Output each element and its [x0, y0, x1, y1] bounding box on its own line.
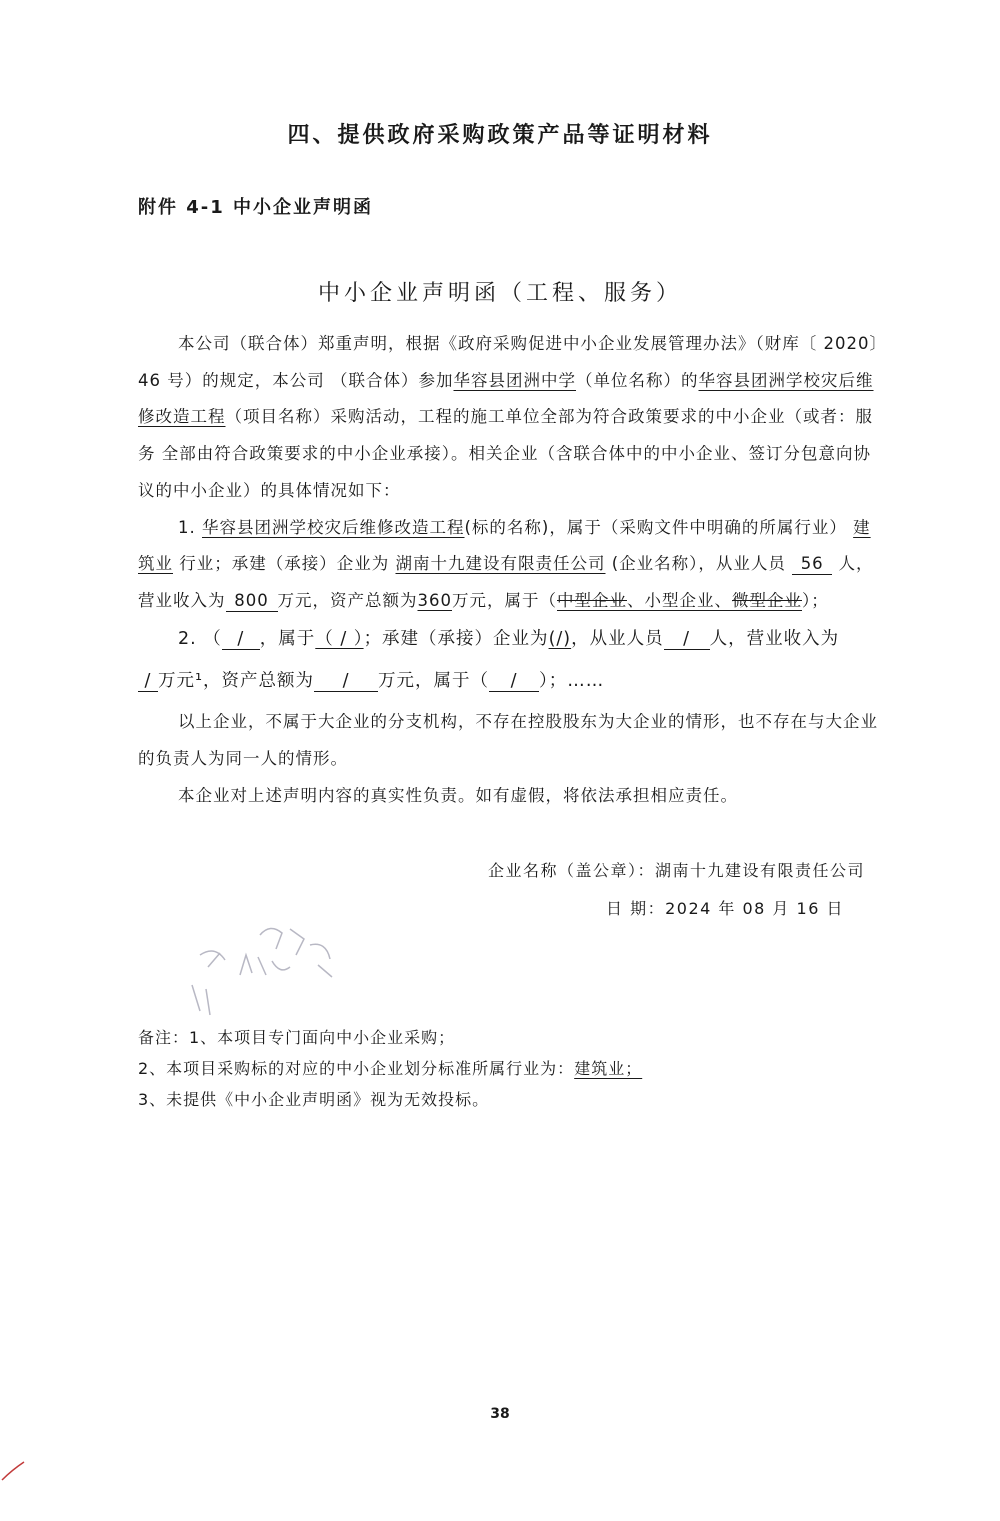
item-1-line-1: 1. 华容县团洲学校灾后维修改造工程(标的名称)，属于（采购文件中明确的所属行业） 建	[178, 518, 871, 537]
item-1-line-3: 营业收入为 800 万元，资产总额为360万元，属于（中型企业、小型企业、微型企业）；	[138, 591, 829, 610]
item-2-line-1: 2. （ / ，属于（ / ）；承建（承接）企业为(/)，从业人员 / 人，营业收入为	[178, 629, 840, 649]
note-2: 2、本项目采购标的对应的中小企业划分标准所属行业为：建筑业；	[138, 1059, 643, 1078]
item-1-company: 湖南十九建设有限责任公司	[395, 554, 606, 573]
project-name-part2: 修改造工程	[138, 407, 226, 426]
item-1-line-2: 筑业 行业；承建（承接）企业为 湖南十九建设有限责任公司 (企业名称），从业人员 56 人，	[138, 554, 874, 573]
attachment-label: 附件 4-1 中小企业声明函	[138, 197, 374, 218]
item-1-assets: 360	[417, 591, 452, 610]
signature-company: 企业名称（盖公章）：湖南十九建设有限责任公司	[488, 861, 866, 880]
paragraph-1-line-5: 议的中小企业）的具体情况如下：	[138, 481, 401, 500]
medium-enterprise-struck: 中型企业	[557, 591, 627, 610]
note-3: 3、未提供《中小企业声明函》视为无效投标。	[138, 1090, 490, 1109]
note-1: 备注：1、本项目专门面向中小企业采购；	[138, 1028, 456, 1047]
project-name-part1: 华容县团洲学校灾后维	[698, 371, 874, 390]
paragraph-1-line-1: 本公司（联合体）郑重声明，根据《政府采购促进中小企业发展管理办法》（财库〔 2020〕	[178, 334, 887, 353]
paragraph-3-line-2: 的负责人为同一人的情形。	[138, 749, 348, 768]
faint-seal-stamp	[180, 915, 350, 1025]
item-1-staff: 56	[792, 554, 832, 575]
paragraph-3-line-1: 以上企业，不属于大企业的分支机构，不存在控股股东为大企业的情形，也不存在与大企业	[178, 712, 878, 731]
section-title: 四、提供政府采购政策产品等证明材料	[287, 123, 713, 148]
document-title: 中小企业声明函（工程、服务）	[317, 281, 682, 306]
item-1-revenue: 800	[226, 591, 278, 612]
paragraph-1-line-2: 46 号）的规定，本公司 （联合体）参加华容县团洲中学（单位名称）的华容县团洲学校灾后维	[138, 371, 874, 390]
page-number: 38	[490, 1406, 510, 1422]
school-name: 华容县团洲中学	[453, 371, 576, 390]
paragraph-1-line-4: 务 全部由符合政策要求的中小企业承接）。相关企业（含联合体中的中小企业、签订分包意向协	[138, 444, 871, 463]
micro-enterprise-struck: 微型企业	[732, 591, 802, 610]
item-1-project: 华容县团洲学校灾后维修改造工程	[202, 518, 465, 537]
item-1-industry-part1: 建	[853, 518, 871, 537]
note-2-industry: 建筑业；	[574, 1059, 643, 1078]
item-1-industry-part2: 筑业	[138, 554, 173, 573]
paragraph-1-line-3: 修改造工程（项目名称）采购活动，工程的施工单位全部为符合政策要求的中小企业（或者：服	[138, 407, 873, 426]
signature-date: 日 期：2024 年 08 月 16 日	[606, 899, 844, 918]
small-enterprise: 小型企业	[644, 591, 715, 610]
paragraph-4: 本企业对上述声明内容的真实性负责。如有虚假，将依法承担相应责任。	[178, 786, 738, 805]
item-2-line-2: / 万元¹，资产总额为 / 万元，属于（ / ）；……	[138, 669, 604, 693]
edge-ink-mark	[0, 1450, 40, 1490]
